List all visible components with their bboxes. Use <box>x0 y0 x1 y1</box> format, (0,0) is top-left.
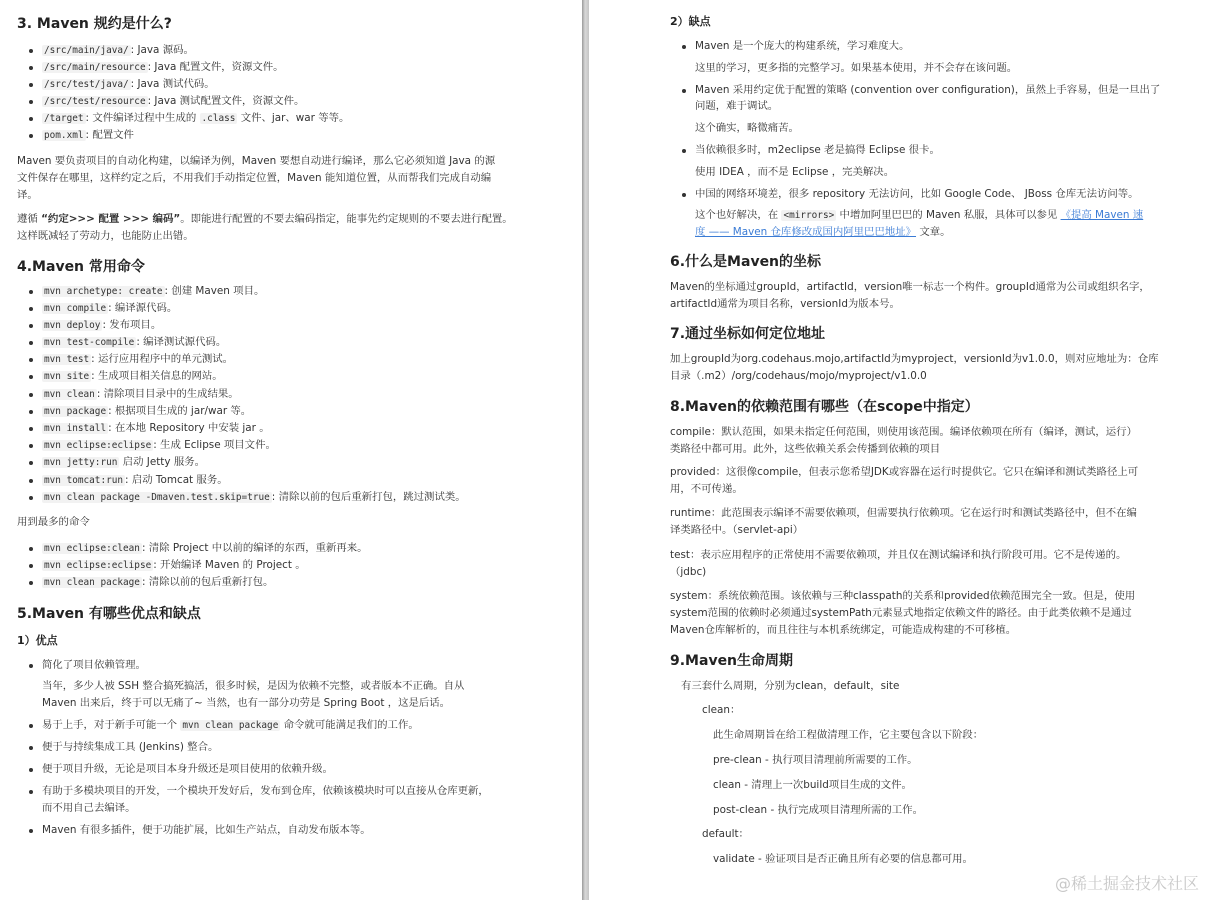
paragraph: Maven的坐标通过groupId，artifactId，version唯一标志一个构件。groupId通常为公司或组织名字， <box>670 281 1150 293</box>
list-item: Maven 采用约定优于配置的策略 (convention over configuration)，虽然上手容易，但是一旦出了 <box>695 82 1160 99</box>
list-item: /src/main/resource : Java 配置文件，资源文件。 <box>42 59 284 76</box>
list-item: mvn clean package : 清除以前的包后重新打包。 <box>42 574 273 591</box>
most-used-label: 用到最多的命令 <box>17 516 90 528</box>
cons-title: 2）缺点 <box>670 15 711 28</box>
list-item: 便于项目升级，无论是项目本身升级还是项目使用的依赖升级。 <box>42 761 333 778</box>
section-3-title: 3. Maven 规约是什么? <box>17 16 172 32</box>
pros-title: 1）优点 <box>17 634 58 647</box>
paragraph: 有三套什么周期，分别为clean，default，site <box>681 680 900 692</box>
list-item: pom.xml : 配置文件 <box>42 127 134 144</box>
paragraph: clean： <box>702 704 741 716</box>
paragraph: 这个也好解决，在 <mirrors> 中增加阿里巴巴的 Maven 私服，具体可以参见 《提高 Maven 速 <box>695 209 1144 221</box>
paragraph: pre-clean - 执行项目清理前所需要的工作。 <box>713 754 918 766</box>
section-5-title: 5.Maven 有哪些优点和缺点 <box>17 606 201 622</box>
section-7-title: 7.通过坐标如何定位地址 <box>670 326 826 342</box>
paragraph: system：系统依赖范围。该依赖与三种classpath的关系和provided依赖范围完全一致。但是，使用 <box>670 590 1136 602</box>
paragraph: 这里的学习，更多指的完整学习。如果基本使用，并不会存在该问题。 <box>695 62 1018 74</box>
list-item: mvn eclipse:clean : 清除 Project 中以前的编译的东西，重新再来。 <box>42 540 368 557</box>
paragraph: runtime：此范围表示编译不需要依赖项，但需要执行依赖项。它在运行时和测试类路径中，但不在编 <box>670 507 1137 519</box>
list-item: Maven 有很多插件，便于功能扩展，比如生产站点，自动发布版本等。 <box>42 822 371 839</box>
list-item: mvn test : 运行应用程序中的单元测试。 <box>42 351 233 368</box>
paragraph: 当年，多少人被 SSH 整合搞死搞活，很多时候，是因为依赖不完整，或者版本不正确。自从 <box>42 680 465 692</box>
paragraph: Maven 要负责项目的自动化构建，以编译为例，Maven 要想自动进行编译，那么它必须知道 Java 的源 <box>17 155 496 167</box>
list-item: mvn install : 在本地 Repository 中安装 jar 。 <box>42 420 270 437</box>
list-item: mvn eclipse:eclipse : 生成 Eclipse 项目文件。 <box>42 437 276 454</box>
watermark: @稀土掘金技术社区 <box>1054 874 1199 893</box>
paragraph: 译。 <box>17 189 38 201</box>
section-9-title: 9.Maven生命周期 <box>670 653 794 669</box>
list-item: /src/test/java/ : Java 测试代码。 <box>42 76 215 93</box>
paragraph: system范围的依赖时必须通过systemPath元素显式地指定依赖文件的路径。由于此类依赖不是通过 <box>670 607 1132 619</box>
paragraph: 目录（.m2）/org/codehaus/mojo/myproject/v1.0.0 <box>670 370 927 382</box>
paragraph: 译类路径中。（servlet-api） <box>670 524 804 536</box>
left-page <box>0 0 582 900</box>
list-item: mvn site : 生成项目相关信息的网站。 <box>42 368 223 385</box>
list-item: mvn jetty:run 启动 Jetty 服务。 <box>42 454 205 471</box>
list-item: mvn tomcat:run : 启动 Tomcat 服务。 <box>42 472 228 489</box>
paragraph: test：表示应用程序的正常使用不需要依赖项，并且仅在测试编译和执行阶段可用。它不是传递的。 <box>670 549 1127 561</box>
list-item: 当依赖很多时，m2eclipse 老是搞得 Eclipse 很卡。 <box>695 142 940 159</box>
list-item: 有助于多模块项目的开发，一个模块开发好后，发布到仓库，依赖该模块时可以直接从仓库更新， <box>42 783 489 800</box>
paragraph: Maven 出来后，终于可以无痛了~ 当然，也有一部分功劳是 Spring Boot ，这是后话。 <box>42 697 451 709</box>
paragraph: Maven仓库解析的，而且往往与本机系统绑定，可能造成构建的不可移植。 <box>670 624 1017 636</box>
list-item: 便于与持续集成工具 (Jenkins) 整合。 <box>42 739 218 756</box>
list-item: mvn clean : 清除项目目录中的生成结果。 <box>42 386 239 403</box>
list-item: /src/test/resource : Java 测试配置文件，资源文件。 <box>42 93 304 110</box>
paragraph: provided：这很像compile，但表示您希望JDK或容器在运行时提供它。它只在编译和测试类路径上可 <box>670 466 1139 478</box>
paragraph: （jdbc) <box>670 566 707 578</box>
paragraph: 这样既减轻了劳动力，也能防止出错。 <box>17 230 194 242</box>
list-item: 易于上手，对于新手可能一个 mvn clean package 命令就可能满足我们的工作。 <box>42 717 419 734</box>
article-link[interactable]: 《提高 Maven 速 <box>1060 209 1144 221</box>
article-link-cont[interactable]: 度 —— Maven 仓库修改成国内阿里巴巴地址》 <box>695 226 917 238</box>
paragraph: clean - 清理上一次build项目生成的文件。 <box>713 779 912 791</box>
paragraph: 度 —— Maven 仓库修改成国内阿里巴巴地址》 文章。 <box>695 226 951 238</box>
list-item: mvn eclipse:eclipse : 开始编译 Maven 的 Project 。 <box>42 557 306 574</box>
paragraph: post-clean - 执行完成项目清理所需的工作。 <box>713 804 923 816</box>
paragraph: 遵循 “约定>>> 配置 >>> 编码”。即能进行配置的不要去编码指定，能事先约定规则的不要去进行配置。 <box>17 213 513 225</box>
list-item: 简化了项目依赖管理。 <box>42 657 146 674</box>
section-6-title: 6.什么是Maven的坐标 <box>670 254 822 270</box>
list-item: /target : 文件编译过程中生成的 .class 文件、jar、war 等等。 <box>42 110 349 127</box>
paragraph: 问题，难于调试。 <box>695 100 779 112</box>
paragraph: 这个确实，略微痛苦。 <box>695 122 799 134</box>
list-item: mvn test-compile : 编译测试源代码。 <box>42 334 226 351</box>
paragraph: compile：默认范围，如果未指定任何范围，则使用该范围。编译依赖项在所有（编译，测试，运行） <box>670 426 1137 438</box>
list-item: mvn package : 根据项目生成的 jar/war 等。 <box>42 403 251 420</box>
paragraph: 文件保存在哪里，这样约定之后，不用我们手动指定位置，Maven 能知道位置，从而帮我们完成自动编 <box>17 172 492 184</box>
paragraph: 用，不可传递。 <box>670 483 743 495</box>
list-item: mvn archetype: create : 创建 Maven 项目。 <box>42 283 264 300</box>
paragraph: 而不用自己去编译。 <box>42 802 136 814</box>
paragraph: 此生命周期旨在给工程做清理工作，它主要包含以下阶段： <box>713 729 984 741</box>
section-4-title: 4.Maven 常用命令 <box>17 259 145 275</box>
list-item: Maven 是一个庞大的构建系统，学习难度大。 <box>695 38 909 55</box>
list-item: 中国的网络环境差，很多 repository 无法访问，比如 Google Code、 JBoss 仓库无法访问等。 <box>695 186 1139 203</box>
list-item: mvn deploy : 发布项目。 <box>42 317 161 334</box>
page-divider <box>582 0 589 900</box>
paragraph: 类路径中都可用。此外，这些依赖关系会传播到依赖的项目 <box>670 443 941 455</box>
paragraph: default： <box>702 828 749 840</box>
section-8-title: 8.Maven的依赖范围有哪些（在scope中指定） <box>670 399 979 415</box>
right-page <box>589 0 1207 900</box>
paragraph: 使用 IDEA ，而不是 Eclipse ，完美解决。 <box>695 166 895 178</box>
paragraph: 加上groupId为org.codehaus.mojo,artifactId为myproject，versionId为v1.0.0，则对应地址为：仓库 <box>670 353 1159 365</box>
paragraph: validate - 验证项目是否正确且所有必要的信息都可用。 <box>713 853 973 865</box>
list-item: mvn compile : 编译源代码。 <box>42 300 177 317</box>
list-item: /src/main/java/ : Java 源码。 <box>42 42 194 59</box>
list-item: mvn clean package -Dmaven.test.skip=true : 清除以前的包后重新打包，跳过测试类。 <box>42 489 466 506</box>
paragraph: artifactId通常为项目名称，versionId为版本号。 <box>670 298 900 310</box>
